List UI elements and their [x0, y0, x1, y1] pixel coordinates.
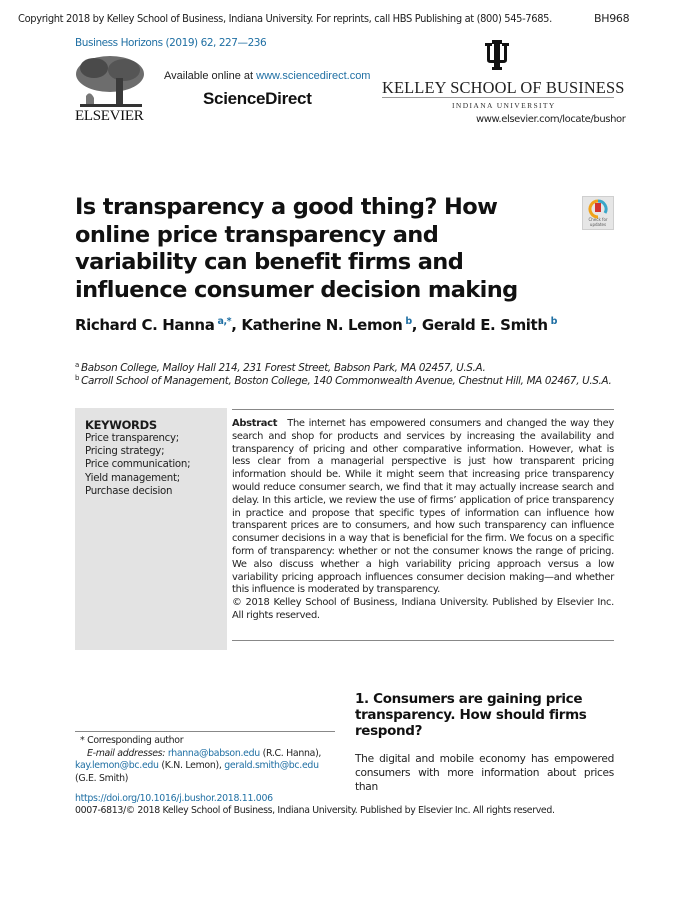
kelley-divider: [382, 97, 614, 98]
journal-citation[interactable]: Business Horizons (2019) 62, 227—236: [75, 37, 267, 49]
footnote-rule: [75, 731, 335, 732]
author[interactable]: Katherine N. Lemon $^b$: [241, 316, 412, 334]
kelley-school-name: KELLEY SCHOOL OF BUSINESS: [382, 78, 625, 97]
abstract-top-rule: [232, 409, 614, 410]
keyword-item: Pricing strategy;: [85, 446, 165, 458]
sciencedirect-logo: ScienceDirect: [203, 89, 312, 108]
author-list: Richard C. Hanna $^{a,*}$, Katherine N. Lemon $^b$, Gerald E. Smith $^b$: [75, 316, 558, 334]
email-line: [75, 748, 340, 761]
journal-url-link[interactable]: www.elsevier.com/locate/bushor: [476, 114, 626, 125]
available-online-text: [164, 70, 370, 82]
keyword-item: Price communication;: [85, 459, 191, 471]
issn-copyright: 0007-6813/© 2018 Kelley School of Business, Indiana University. Published by Elsevier Inc. All rights reserved.: [75, 805, 555, 816]
check-updates-label: Check for updates: [588, 217, 608, 227]
reprint-copyright-line: Copyright 2018 by Kelley School of Business, Indiana University. For reprints, call HBS Publishing at (800) 545-7685.: [18, 12, 552, 25]
email-label: E-mail addresses:: [87, 747, 166, 759]
keyword-item: Price transparency;: [85, 433, 179, 444]
abstract-label: Abstract: [232, 418, 278, 429]
email-link[interactable]: rhanna@babson.edu: [167, 747, 260, 759]
available-prefix: Available online at: [164, 70, 257, 82]
abstract: [232, 418, 614, 623]
author[interactable]: Gerald E. Smith $^b$: [421, 316, 558, 334]
abstract-text: The internet has empowered consumers and changed the way they search and shop for products and services by increasing the availability and transparency of pricing and other comparative information. However, what is less clear from a managerial perspective is just how transparent pricing information should be. While it might seem that increasing price transparency would reduce consumer search, we find that it may actually increase search and delay. In this article, we review the use of firms’ application of price transparency in practice and propose that specific types of information can influence how transparent prices are to consumers, and how such transparency can influence consumer decisions in a way that is beneficial for the firm. We focus on a specific form of transparency: whether or not the consumer knows the range of pricing. We also discuss whether a high variability pricing approach versus a low variability pricing approach influences consumer decision making—and whether this influence is moderated by transparency.: [232, 418, 614, 596]
email-owner: (K.N. Lemon),: [158, 760, 225, 771]
university-name: INDIANA UNIVERSITY: [452, 101, 556, 110]
email-link[interactable]: gerald.smith@bc.edu: [224, 760, 319, 771]
keyword-item: Purchase decision: [85, 485, 173, 497]
email-link[interactable]: kay.lemon@bc.edu: [75, 760, 159, 771]
author[interactable]: Richard C. Hanna $^{a,*}$: [75, 316, 232, 334]
check-updates-icon: [583, 199, 613, 219]
abstract-copyright: © 2018 Kelley School of Business, Indiana University. Published by Elsevier Inc. All rights reserved.: [232, 597, 614, 621]
affiliation-b: $^b$ Carroll School of Management, Boston College, 140 Commonwealth Avenue, Chestnut Hill, MA 02467, U.S.A.: [75, 374, 612, 387]
sciencedirect-link[interactable]: www.sciencedirect.com: [256, 70, 371, 82]
email-owner: (R.C. Hanna),: [259, 747, 322, 759]
doi-link[interactable]: https://doi.org/10.1016/j.bushor.2018.11.006: [75, 793, 273, 804]
elsevier-wordmark: ELSEVIER: [75, 108, 144, 124]
corresponding-author-note: * Corresponding author: [80, 735, 184, 746]
article-title: Is transparency a good thing? How online price transparency and variability can benefit firms and influence consumer decision making: [75, 194, 518, 303]
section-body: The digital and mobile economy has empowered consumers with more information about prices than: [355, 753, 614, 793]
email-line: [75, 760, 340, 773]
section-heading: 1. Consumers are gaining price transparency. How should firms respond?: [355, 691, 587, 740]
iu-trident-logo: [484, 40, 510, 70]
abstract-bottom-rule: [232, 640, 614, 641]
affiliation-a: $^a$ Babson College, Malloy Hall 214, 231 Forest Street, Babson Park, MA 02457, U.S.A.: [75, 361, 486, 374]
footnotes: [75, 735, 340, 785]
keywords-list: [85, 432, 190, 498]
keyword-item: Yield management;: [85, 472, 180, 484]
document-code: BH968: [594, 12, 630, 25]
keywords-heading: KEYWORDS: [85, 418, 157, 432]
check-for-updates-button[interactable]: [582, 196, 614, 230]
email-owner: (G.E. Smith): [75, 772, 129, 784]
